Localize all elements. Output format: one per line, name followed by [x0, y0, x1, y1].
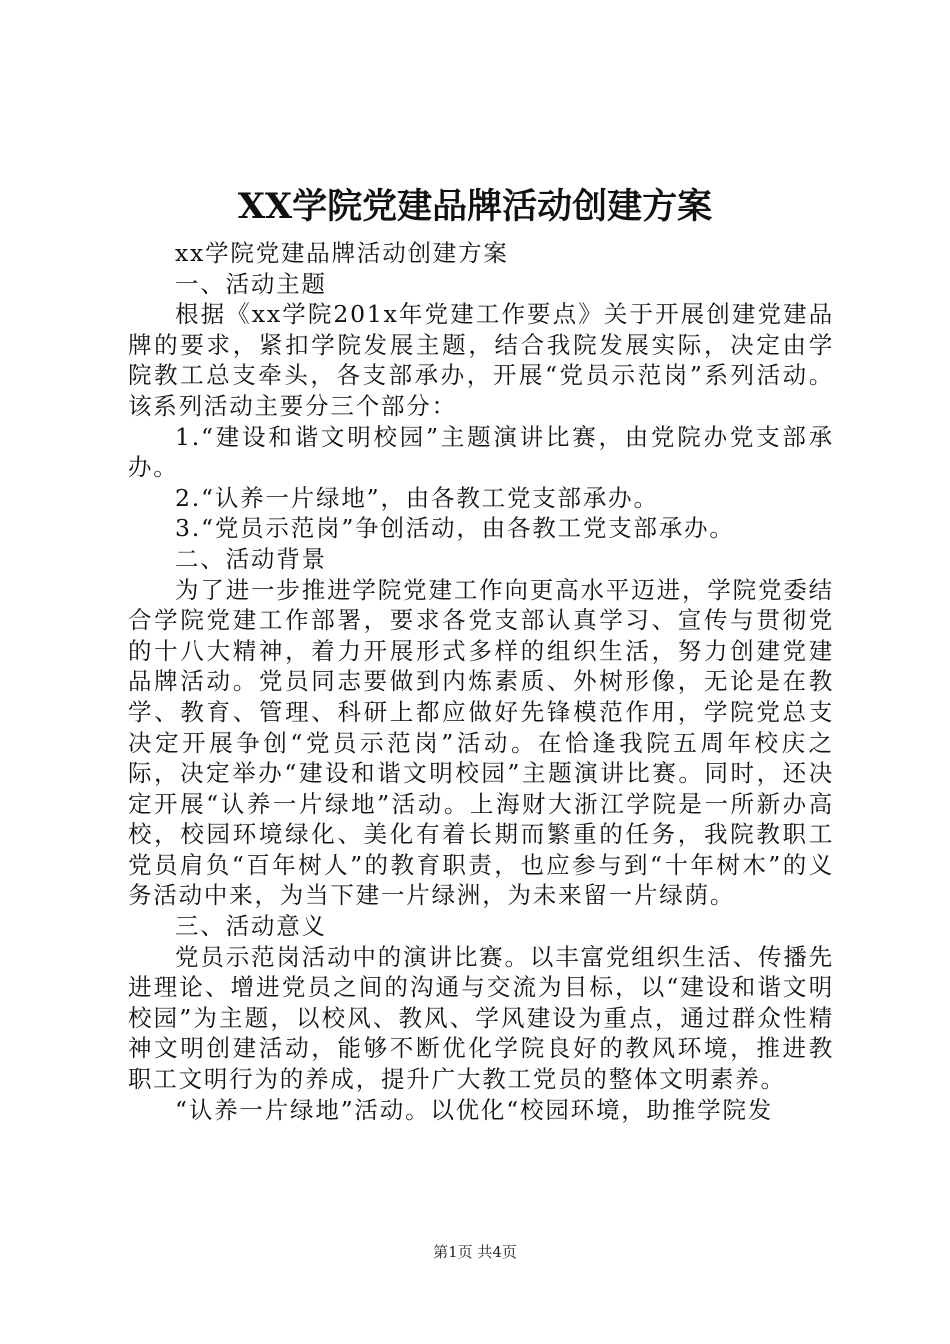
paragraph-theme: 根据《xx学院201x年党建工作要点》关于开展创建党建品牌的要求，紧扣学院发展主题，结合我院发展实际，决定由学院教工总支牵头，各支部承办，开展“党员示范岗”系列活动。该系列活动主要分三个部分： [128, 300, 834, 420]
paragraph-subtitle: xx学院党建品牌活动创建方案 [175, 239, 509, 267]
list-item-2: 2.“认养一片绿地”，由各教工党支部承办。 [175, 483, 659, 512]
list-item-1: 1.“建设和谐文明校园”主题演讲比赛，由党院办党支部承办。 [128, 422, 834, 482]
paragraph-green-area: “认养一片绿地”活动。以优化“校园环境，助推学院发 [175, 1095, 774, 1124]
section-heading-background: 二、活动背景 [175, 544, 327, 573]
paragraph-significance: 党员示范岗活动中的演讲比赛。以丰富党组织生活、传播先进理论、增进党员之间的沟通与交流为目标，以“建设和谐文明校园”为主题，以校风、教风、学风建设为重点，通过群众性精神文明创建活动，能够不断优化学院良好的教风环境，推进教职工文明行为的养成，提升广大教工党员的整体文明素养。 [128, 942, 834, 1094]
section-heading-significance: 三、活动意义 [175, 912, 327, 941]
document-title: XX学院党建品牌活动创建方案 [237, 186, 713, 227]
paragraph-background: 为了进一步推进学院党建工作向更高水平迈进，学院党委结合学院党建工作部署，要求各党支部认真学习、宣传与贯彻党的十八大精神，着力开展形式多样的组织生活，努力创建党建品牌活动。党员同志要做到内炼素质、外树形像，无论是在教学、教育、管理、科研上都应做好先锋模范作用，学院党总支决定开展争创“党员示范岗”活动。在恰逢我院五周年校庆之际，决定举办“建设和谐文明校园”主题演讲比赛。同时，还决定开展“认养一片绿地”活动。上海财大浙江学院是一所新办高校，校园环境绿化、美化有着长期而繁重的任务，我院教职工党员肩负“百年树人”的教育职责，也应参与到“十年树木”的义务活动中来，为当下建一片绿洲，为未来留一片绿荫。 [128, 575, 834, 910]
document-body [128, 238, 834, 1125]
page-number-footer: 第1页 共4页 [433, 1243, 517, 1261]
list-item-3: 3.“党员示范岗”争创活动，由各教工党支部承办。 [175, 514, 735, 543]
section-heading-theme: 一、活动主题 [175, 269, 327, 298]
